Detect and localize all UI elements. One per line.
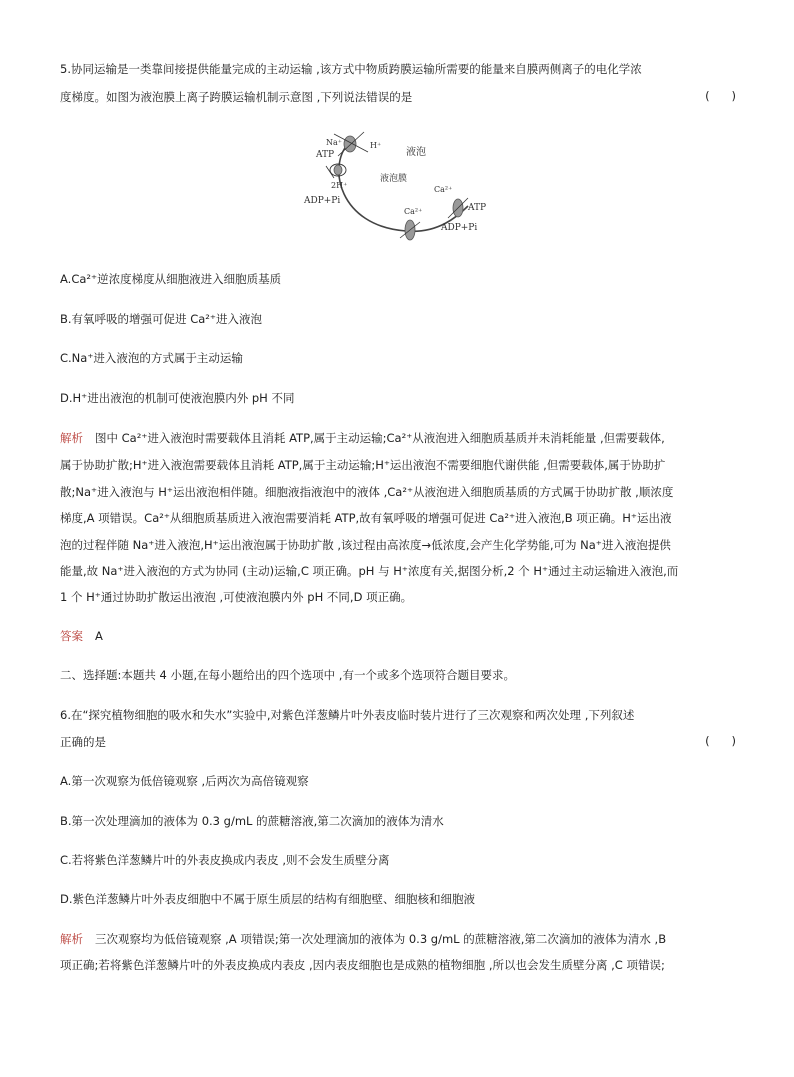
q5-analysis-tag: 解析 bbox=[60, 431, 83, 445]
label-membrane: 液泡膜 bbox=[380, 174, 408, 184]
q5-option-d: D.H⁺进出液泡的机制可使液泡膜内外 pH 不同 bbox=[60, 391, 295, 405]
label-adp-1: ADP+Pi bbox=[304, 196, 341, 206]
q6-analysis-line2: 项正确;若将紫色洋葱鳞片叶的外表皮换成内表皮 ,因内表皮细胞也是成熟的植物细胞 ,所以也会发生质壁分离 ,C 项错误; bbox=[60, 958, 665, 972]
q5-analysis-line3: 散;Na⁺进入液泡与 H⁺运出液泡相伴随。细胞液指液泡中的液体 ,Ca²⁺从液泡进入细胞质基质的方式属于协助扩散 ,顺浓度 bbox=[60, 485, 674, 499]
q5-analysis-line7: 1 个 H⁺通过协助扩散运出液泡 ,可使液泡膜内外 pH 不同,D 项正确。 bbox=[60, 590, 413, 604]
label-atp-1: ATP bbox=[316, 150, 335, 160]
q5-analysis-line5: 泡的过程伴随 Na⁺进入液泡,H⁺运出液泡属于协助扩散 ,该过程由高浓度→低浓度,会产生化学势能,可为 Na⁺进入液泡提供 bbox=[60, 538, 671, 552]
label-ca-top: Ca²⁺ bbox=[434, 185, 453, 194]
q5-option-b: B.有氧呼吸的增强可促进 Ca²⁺进入液泡 bbox=[60, 312, 262, 326]
q5-analysis-line1 bbox=[60, 430, 665, 446]
q5-stem-line1: 5.协同运输是一类靠间接提供能量完成的主动运输 ,该方式中物质跨膜运输所需要的能量来自膜两侧离子的电化学浓 bbox=[60, 62, 642, 76]
q5-answer-value: A bbox=[95, 629, 103, 643]
q6-analysis-text-1: 三次观察均为低倍镜观察 ,A 项错误;第一次处理滴加的液体为 0.3 g/mL 的蔗糖溶液,第二次滴加的液体为清水 ,B bbox=[95, 932, 667, 946]
antiporter-protein bbox=[344, 136, 356, 152]
q5-analysis-line4: 梯度,A 项错误。Ca²⁺从细胞质基质进入液泡需要消耗 ATP,故有氧呼吸的增强可促进 Ca²⁺进入液泡,B 项正确。H⁺运出液 bbox=[60, 511, 672, 525]
q5-analysis-line6: 能量,故 Na⁺进入液泡的方式为协同 (主动)运输,C 项正确。pH 与 H⁺浓度有关,据图分析,2 个 H⁺通过主动运输进入液泡,而 bbox=[60, 564, 679, 578]
h-pump-arrow bbox=[326, 166, 334, 178]
q6-stem-line1: 6.在“探究植物细胞的吸水和失水”实验中,对紫色洋葱鳞片叶外表皮临时装片进行了三次观察和两次处理 ,下列叙述 bbox=[60, 708, 635, 722]
q5-analysis-text-1: 图中 Ca²⁺进入液泡时需要载体且消耗 ATP,属于主动运输;Ca²⁺从液泡进入细胞质基质并未消耗能量 ,但需要载体, bbox=[95, 431, 665, 445]
q5-answer-blank: ( ) bbox=[705, 89, 736, 103]
h-pump-protein bbox=[334, 165, 342, 175]
label-vacuole: 液泡 bbox=[406, 147, 426, 158]
q6-analysis-tag: 解析 bbox=[60, 932, 83, 946]
q6-option-c: C.若将紫色洋葱鳞片叶的外表皮换成内表皮 ,则不会发生质壁分离 bbox=[60, 853, 390, 867]
q6-option-d: D.紫色洋葱鳞片叶外表皮细胞中不属于原生质层的结构有细胞壁、细胞核和细胞液 bbox=[60, 892, 476, 906]
label-h: H⁺ bbox=[370, 141, 382, 150]
q5-answer bbox=[60, 628, 103, 644]
q6-stem-line2: 正确的是 bbox=[60, 735, 106, 749]
q6-option-a: A.第一次观察为低倍镜观察 ,后两次为高倍镜观察 bbox=[60, 774, 309, 788]
label-adp-2: ADP+Pi bbox=[441, 223, 478, 233]
q6-option-b: B.第一次处理滴加的液体为 0.3 g/mL 的蔗糖溶液,第二次滴加的液体为清水 bbox=[60, 814, 444, 828]
q6-analysis-line1 bbox=[60, 931, 666, 947]
q5-answer-tag: 答案 bbox=[60, 629, 83, 643]
label-na: Na⁺ bbox=[326, 138, 342, 147]
q6-answer-blank: ( ) bbox=[705, 734, 736, 748]
q5-option-a: A.Ca²⁺逆浓度梯度从细胞液进入细胞质基质 bbox=[60, 272, 282, 286]
label-atp-2: ATP bbox=[468, 203, 487, 213]
label-ca-mid: Ca²⁺ bbox=[404, 207, 423, 216]
q5-option-c: C.Na⁺进入液泡的方式属于主动运输 bbox=[60, 351, 243, 365]
section-2-heading: 二、选择题:本题共 4 小题,在每小题给出的四个选项中 ,有一个或多个选项符合题目要求。 bbox=[60, 668, 515, 682]
q5-stem-line2: 度梯度。如图为液泡膜上离子跨膜运输机制示意图 ,下列说法错误的是 bbox=[60, 90, 413, 104]
q5-analysis-line2: 属于协助扩散;H⁺进入液泡需要载体且消耗 ATP,属于主动运输;H⁺运出液泡不需要细胞代谢供能 ,但需要载体,属于协助扩 bbox=[60, 458, 666, 472]
label-2h: 2H⁺ bbox=[331, 181, 348, 190]
vacuole-membrane-diagram bbox=[298, 126, 498, 246]
